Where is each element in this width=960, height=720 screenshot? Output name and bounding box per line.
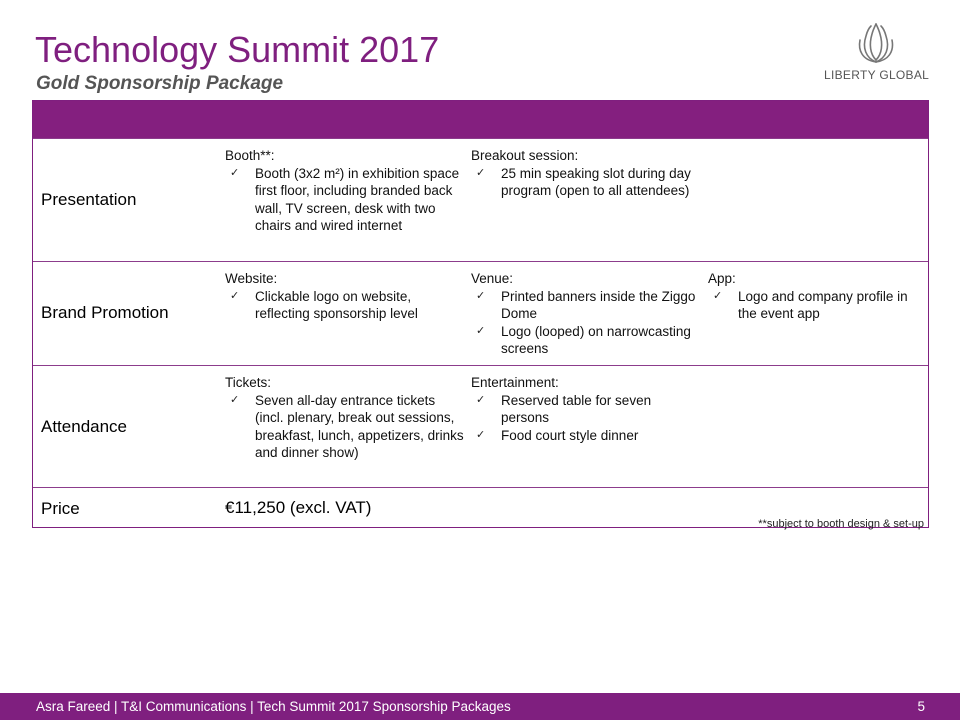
- list-item: ✓ Logo and company profile in the event app: [713, 288, 908, 321]
- list-item: ✓ Booth (3x2 m²) in exhibition space first floor, including branded back wall, TV screen, desk with two chairs and wired internet: [230, 165, 460, 233]
- footer-text: Asra Fareed | T&I Communications | Tech Summit 2017 Sponsorship Packages: [36, 699, 511, 714]
- cell-heading: App:: [708, 271, 736, 286]
- table-row-presentation: [33, 138, 928, 261]
- list-item: ✓ 25 min speaking slot during day program (open to all attendees): [476, 165, 691, 198]
- slide-title: Technology Summit 2017: [35, 29, 440, 70]
- row-label: Price: [41, 499, 80, 518]
- cell-app: [708, 270, 920, 323]
- table-row-attendance: [33, 365, 928, 487]
- row-label: Attendance: [41, 417, 128, 436]
- cell-entertainment: [471, 374, 671, 444]
- booth-footnote: **subject to booth design & set-up: [758, 518, 924, 530]
- cell-breakout-session: [471, 147, 695, 200]
- footer-bar: [0, 693, 960, 720]
- table-header-band: [33, 101, 928, 138]
- cell-heading: Venue:: [471, 271, 514, 286]
- table-row-price: [33, 487, 928, 530]
- check-icon: ✓: [476, 393, 486, 406]
- liberty-global-emblem-icon: [856, 22, 896, 64]
- logo-wordmark: LIBERTY GLOBAL: [824, 68, 930, 82]
- cell-heading: Entertainment:: [471, 375, 559, 390]
- cell-heading: Breakout session:: [471, 148, 579, 163]
- slide-subtitle: Gold Sponsorship Package: [36, 73, 284, 94]
- cell-website: [225, 270, 465, 323]
- cell-heading: Tickets:: [225, 375, 272, 390]
- check-icon: ✓: [230, 166, 240, 179]
- row-label: Presentation: [41, 190, 137, 209]
- check-icon: ✓: [476, 324, 486, 337]
- price-value: €11,250 (excl. VAT): [225, 498, 372, 517]
- check-icon: ✓: [230, 289, 240, 302]
- check-icon: ✓: [713, 289, 723, 302]
- list-item: ✓ Clickable logo on website, reflecting sponsorship level: [230, 288, 418, 321]
- check-icon: ✓: [476, 428, 486, 441]
- liberty-global-logo: [824, 22, 928, 88]
- check-icon: ✓: [476, 166, 486, 179]
- list-item: ✓ Logo (looped) on narrowcasting screens: [476, 323, 691, 356]
- check-icon: ✓: [230, 393, 240, 406]
- list-item: ✓ Seven all-day entrance tickets (incl. plenary, break out sessions, breakfast, lunch, appetizers, drinks and dinner show): [230, 392, 464, 460]
- cell-tickets: [225, 374, 465, 462]
- sponsorship-table: [32, 100, 929, 528]
- check-icon: ✓: [476, 289, 486, 302]
- table-row-brand-promotion: [33, 261, 928, 365]
- list-item: ✓ Food court style dinner: [476, 427, 639, 443]
- cell-booth: [225, 147, 465, 235]
- cell-heading: Booth**:: [225, 148, 275, 163]
- list-item: ✓ Reserved table for seven persons: [476, 392, 652, 425]
- row-label: Brand Promotion: [41, 303, 169, 322]
- page-number: 5: [917, 699, 925, 714]
- cell-heading: Website:: [225, 271, 278, 286]
- cell-venue: [471, 270, 699, 358]
- list-item: ✓ Printed banners inside the Ziggo Dome: [476, 288, 696, 321]
